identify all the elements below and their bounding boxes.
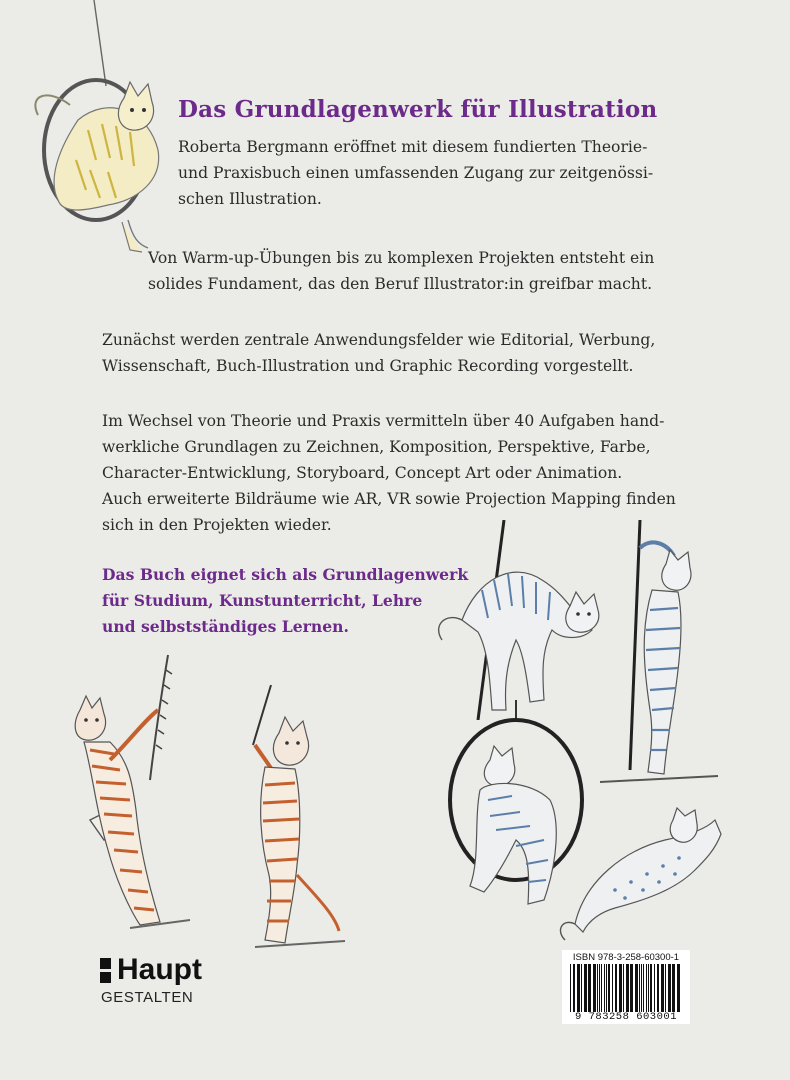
- barcode-bar: [639, 964, 640, 1012]
- publisher-name: [100, 953, 202, 987]
- barcode-bar: [661, 964, 664, 1012]
- barcode-bar: [657, 964, 659, 1012]
- cat-on-pole-icon: [235, 685, 365, 955]
- text-line: für Studium, Kunstunterricht, Lehre: [102, 591, 423, 610]
- page-title: Das Grundlagenwerk für Illustration: [178, 96, 658, 123]
- text-line: Roberta Bergmann eröffnet mit diesem fundierten Theorie-: [178, 138, 648, 156]
- barcode-bar: [612, 964, 613, 1012]
- publisher-imprint: GESTALTEN: [101, 989, 194, 1006]
- text-line: Im Wechsel von Theorie und Praxis vermitteln über 40 Aufgaben hand-: [102, 412, 665, 430]
- text-line: Auch erweiterte Bildräume wie AR, VR sowie Projection Mapping finden: [102, 490, 676, 508]
- isbn-barcode: [562, 950, 690, 1024]
- barcode-bar: [593, 964, 596, 1012]
- cat-stretching-on-pole-icon: [432, 520, 612, 720]
- text-line: solides Fundament, das den Beruf Illustrator:in greifbar macht.: [148, 275, 653, 293]
- barcode-bar: [648, 964, 649, 1012]
- highlight-paragraph: [102, 562, 468, 640]
- barcode-bar: [597, 964, 598, 1012]
- barcode-bars-icon: [570, 964, 682, 1012]
- barcode-bar: [601, 964, 602, 1012]
- text-line: Zunächst werden zentrale Anwendungsfelder wie Editorial, Werbung,: [102, 331, 656, 349]
- intro-paragraph: [178, 134, 653, 212]
- barcode-bar: [623, 964, 624, 1012]
- text-line: Character-Entwicklung, Storyboard, Concept Art oder Animation.: [102, 464, 623, 482]
- text-line: und Praxisbuch einen umfassenden Zugang zur zeitgenössi-: [178, 164, 654, 182]
- barcode-bar: [646, 964, 647, 1012]
- isbn-text: ISBN 978-3-258-60300-1: [572, 952, 680, 963]
- barcode-bar: [643, 964, 644, 1012]
- cat-on-swing-icon: [70, 650, 220, 940]
- barcode-bar: [588, 964, 591, 1012]
- barcode-bar: [604, 964, 605, 1012]
- barcode-bar: [654, 964, 655, 1012]
- barcode-bar: [606, 964, 607, 1012]
- text-line: sich in den Projekten wieder.: [102, 516, 332, 534]
- barcode-bar: [626, 964, 629, 1012]
- text-line: Das Buch eignet sich als Grundlagenwerk: [102, 565, 469, 584]
- barcode-bar: [672, 964, 675, 1012]
- text-line: werkliche Grundlagen zu Zeichnen, Komposition, Perspektive, Farbe,: [102, 438, 651, 456]
- barcode-bar: [650, 964, 652, 1012]
- barcode-bar: [677, 964, 680, 1012]
- fields-paragraph: [102, 327, 655, 379]
- publisher-mark-icon: [100, 956, 111, 984]
- barcode-bar: [630, 964, 633, 1012]
- text-line: schen Illustration.: [178, 190, 322, 208]
- text-line: und selbstständiges Lernen.: [102, 617, 349, 636]
- barcode-bar: [581, 964, 582, 1012]
- cat-climbing-pole-icon: [600, 520, 720, 790]
- barcode-bar: [668, 964, 671, 1012]
- barcode-bar: [573, 964, 575, 1012]
- barcode-bar: [608, 964, 610, 1012]
- barcode-bar: [619, 964, 622, 1012]
- barcode-bar: [577, 964, 580, 1012]
- practice-paragraph: [102, 408, 676, 538]
- cat-lying-icon: [555, 800, 725, 960]
- text-line: Wissenschaft, Buch-Illustration und Graphic Recording vorgestellt.: [102, 357, 634, 375]
- cat-on-ring-icon: [18, 0, 178, 260]
- ean-number: 9 783258 603001: [574, 1011, 677, 1023]
- barcode-bar: [599, 964, 600, 1012]
- barcode-bar: [584, 964, 587, 1012]
- barcode-bar: [615, 964, 617, 1012]
- barcode-bar: [635, 964, 638, 1012]
- publisher-name-text: Haupt: [117, 953, 202, 986]
- barcode-bar: [570, 964, 571, 1012]
- warmup-paragraph: [148, 245, 654, 297]
- barcode-bar: [641, 964, 642, 1012]
- text-line: Von Warm-up-Übungen bis zu komplexen Projekten entsteht ein: [148, 249, 655, 267]
- publisher-logo: [100, 953, 202, 1006]
- barcode-bar: [665, 964, 666, 1012]
